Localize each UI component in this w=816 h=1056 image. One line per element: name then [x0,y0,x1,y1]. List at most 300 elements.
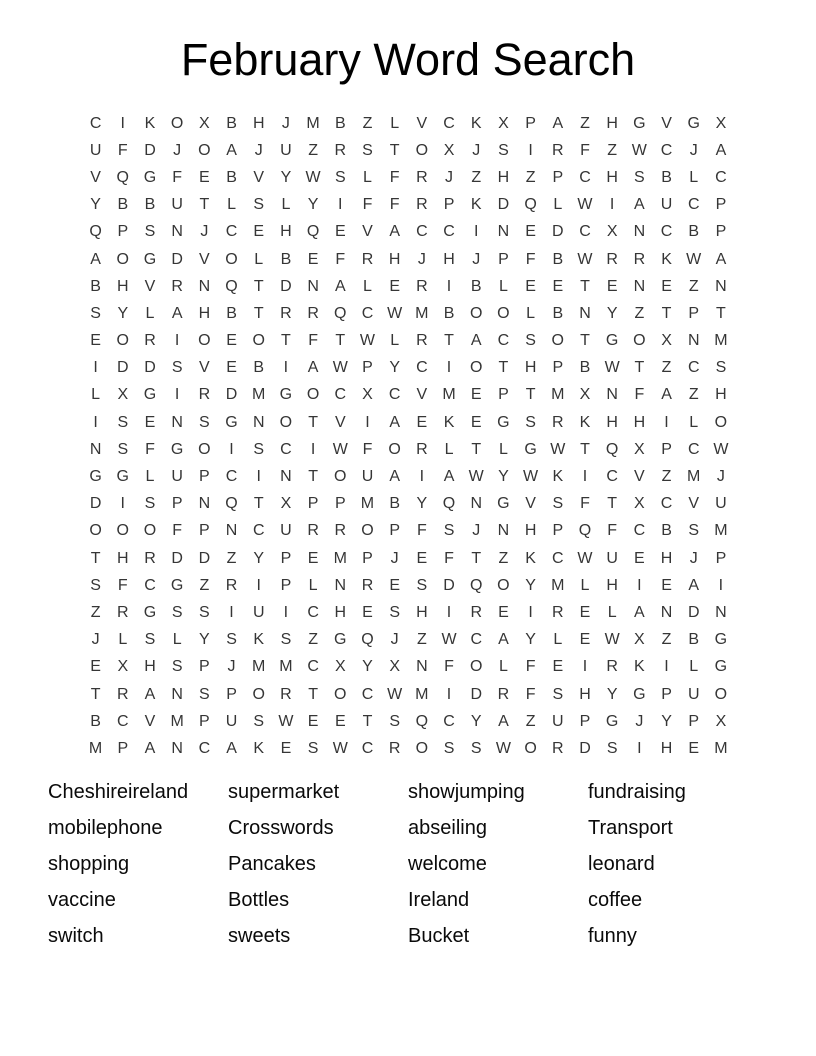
grid-letter: H [524,359,537,377]
grid-letter: Y [525,631,536,649]
grid-letter: N [198,277,211,295]
grid-letter: L [227,196,236,214]
grid-letter: S [117,413,129,431]
grid-letter: E [307,250,319,268]
grid-letter: H [252,114,265,132]
grid-letter: J [200,223,209,241]
grid-letter: M [415,685,429,703]
grid-letter: S [470,739,482,757]
grid-letter: C [388,386,401,404]
grid-letter: Y [389,359,400,377]
grid-letter: O [334,468,347,486]
grid-letter: F [416,522,427,540]
grid-letter: J [716,468,725,486]
grid-letter: O [116,250,129,268]
grid-letter: T [308,413,318,431]
grid-letter: C [552,549,564,567]
grid-letter: F [444,549,454,567]
grid-letter: B [226,304,237,322]
grid-letter: D [144,141,156,159]
grid-letter: R [144,549,156,567]
grid-letter: A [389,223,400,241]
grid-letter: R [307,304,319,322]
grid-letter: O [306,386,320,404]
grid-letter: T [580,440,590,458]
grid-letter: E [389,277,400,295]
grid-letter: G [497,413,510,431]
grid-letter: H [660,739,673,757]
grid-letter: Y [416,495,428,513]
grid-letter: S [199,603,210,621]
grid-letter: S [552,495,564,513]
grid-letter: C [715,168,727,186]
grid-letter: P [389,522,400,540]
grid-letter: I [664,658,669,676]
grid-letter: S [226,631,237,649]
grid-letter: A [715,141,727,159]
grid-letter: W [577,549,593,567]
grid-letter: G [687,114,700,132]
grid-letter: Y [362,658,373,676]
grid-letter: B [579,359,591,377]
grid-letter: E [389,576,400,594]
grid-letter: V [144,712,156,730]
grid-letter: R [416,168,428,186]
grid-letter: E [498,603,509,621]
grid-letter: U [171,196,183,214]
grid-letter: E [253,223,265,241]
grid-letter: I [609,196,615,214]
grid-letter: E [90,332,101,350]
grid-letter: V [144,277,156,295]
grid-letter: F [362,440,373,458]
grid-letter: U [606,549,618,567]
word-list-item: Pancakes [228,853,316,875]
grid-letter: R [416,332,428,350]
grid-letter: T [253,277,264,295]
grid-letter: R [117,603,129,621]
grid-letter: P [715,223,727,241]
grid-letter: F [335,250,346,268]
grid-letter: F [525,658,536,676]
grid-letter: K [253,739,265,757]
grid-letter: K [552,468,564,486]
grid-letter: R [307,522,319,540]
grid-letter: L [91,386,101,404]
grid-letter: E [552,658,564,676]
grid-letter: C [660,223,673,241]
grid-letter: X [389,658,400,676]
grid-letter: F [389,196,400,214]
grid-letter: M [333,549,347,567]
grid-letter: T [90,549,101,567]
grid-letter: I [637,576,642,594]
grid-letter: E [334,223,346,241]
grid-letter: A [171,304,183,322]
grid-letter: R [606,658,618,676]
grid-letter: I [473,223,479,241]
grid-letter: R [416,196,428,214]
grid-letter: I [582,468,588,486]
grid-letter: T [471,549,482,567]
grid-letter: C [606,468,618,486]
grid-letter: H [660,549,673,567]
grid-letter: O [415,141,429,159]
grid-letter: Y [470,712,482,730]
grid-letter: J [390,549,399,567]
grid-letter: I [120,495,125,513]
grid-letter: W [577,250,593,268]
word-list-item: welcome [408,853,487,875]
grid-letter: J [472,141,481,159]
grid-letter: C [252,522,265,540]
grid-letter: B [226,114,237,132]
grid-letter: B [688,223,700,241]
grid-letter: D [198,549,211,567]
word-list-item: abseiling [408,817,487,839]
grid-letter: T [308,685,318,703]
grid-letter: O [89,522,102,540]
grid-letter: Y [199,631,210,649]
grid-letter: P [443,196,455,214]
grid-letter: X [606,223,618,241]
grid-letter: K [470,196,482,214]
grid-letter: K [661,250,672,268]
grid-letter: T [444,332,454,350]
grid-letter: R [198,386,211,404]
grid-letter: W [604,631,620,649]
grid-letter: T [661,304,672,322]
grid-letter: S [90,576,101,594]
grid-letter: Y [307,196,319,214]
grid-letter: I [446,359,452,377]
word-list-item: coffee [588,889,643,911]
grid-letter: K [634,658,645,676]
grid-letter: U [361,468,374,486]
grid-letter: M [279,658,293,676]
grid-letter: I [528,141,533,159]
grid-letter: O [388,440,401,458]
grid-letter: S [498,141,509,159]
grid-letter: E [280,739,292,757]
grid-letter: N [470,495,482,513]
grid-letter: N [687,332,700,350]
grid-letter: V [688,495,700,513]
grid-letter: U [89,141,102,159]
grid-letter: U [280,522,292,540]
grid-letter: E [579,603,591,621]
grid-letter: C [633,522,646,540]
grid-letter: C [307,603,319,621]
grid-letter: G [89,468,102,486]
grid-letter: Z [661,631,672,649]
grid-letter: I [338,196,343,214]
grid-letter: R [361,576,374,594]
grid-letter: S [443,522,455,540]
word-list-item: Bottles [228,889,290,911]
grid-letter: Y [498,468,509,486]
grid-letter: T [253,304,264,322]
grid-letter: I [365,413,370,431]
grid-letter: R [388,739,401,757]
grid-letter: V [416,386,428,404]
grid-letter: Q [116,168,129,186]
grid-letter: Q [89,223,102,241]
grid-letter: R [552,739,564,757]
grid-letter: S [117,440,129,458]
grid-letter: Z [580,114,590,132]
grid-letter: Z [362,114,373,132]
grid-letter: J [472,250,481,268]
grid-letter: E [144,413,156,431]
grid-letter: W [387,685,403,703]
grid-letter: I [93,413,98,431]
grid-letter: R [280,304,292,322]
grid-letter: L [553,631,563,649]
grid-letter: A [226,141,237,159]
grid-letter: A [144,739,156,757]
grid-letter: M [687,468,701,486]
grid-letter: P [498,386,509,404]
grid-letter: T [580,332,590,350]
grid-letter: Z [308,141,318,159]
word-list-item: Crosswords [228,817,334,839]
grid-letter: C [361,685,374,703]
grid-letter: A [334,277,346,295]
grid-letter: E [90,658,101,676]
grid-letter: W [468,468,484,486]
grid-letter: C [660,495,673,513]
grid-letter: H [144,658,156,676]
grid-letter: U [171,468,183,486]
grid-letter: O [252,685,265,703]
grid-letter: X [715,712,727,730]
grid-letter: T [471,440,482,458]
grid-letter: S [525,332,536,350]
grid-letter: C [687,359,700,377]
grid-letter: I [256,468,261,486]
grid-letter: Z [498,549,509,567]
grid-letter: J [689,549,698,567]
grid-letter: E [525,223,536,241]
grid-letter: S [171,359,183,377]
grid-letter: W [604,359,620,377]
grid-letter: C [225,223,238,241]
grid-letter: L [689,413,699,431]
grid-letter: D [579,739,591,757]
grid-letter: U [225,712,238,730]
grid-letter: R [361,250,374,268]
grid-letter: E [579,631,591,649]
grid-letter: I [446,277,452,295]
grid-letter: N [171,739,183,757]
grid-letter: T [716,304,726,322]
grid-letter: F [117,576,128,594]
grid-letter: F [444,658,454,676]
grid-letter: Z [416,631,427,649]
grid-letter: Y [280,168,292,186]
word-list-item: leonard [588,853,655,875]
grid-letter: U [552,712,564,730]
word-list-item: supermarket [228,781,340,803]
word-list-column [588,774,768,954]
grid-letter: P [552,522,564,540]
grid-letter: Z [308,631,318,649]
grid-letter: C [497,332,510,350]
grid-letter: H [388,250,401,268]
grid-letter: Q [578,522,592,540]
grid-letter: F [525,685,536,703]
grid-letter: R [470,603,482,621]
grid-letter: T [525,386,536,404]
grid-letter: C [117,712,129,730]
grid-letter: A [144,685,156,703]
grid-letter: N [606,386,618,404]
grid-letter: P [199,522,210,540]
grid-letter: N [171,685,183,703]
grid-letter: U [687,685,700,703]
grid-letter: S [144,223,156,241]
grid-letter: Q [605,440,619,458]
grid-letter: H [524,522,537,540]
grid-letter: Y [117,304,129,322]
grid-letter: P [280,549,292,567]
grid-letter: G [714,658,728,676]
grid-letter: H [334,603,347,621]
grid-letter: Y [606,304,618,322]
grid-letter: M [442,386,456,404]
grid-letter: O [198,332,211,350]
grid-letter: S [90,304,101,322]
grid-letter: G [143,250,157,268]
grid-letter: D [443,576,455,594]
word-list-item: mobilephone [48,817,163,839]
word-list-item: funny [588,925,637,947]
grid-letter: O [714,413,728,431]
grid-letter: B [253,359,265,377]
grid-letter: G [170,576,184,594]
grid-letter: B [90,712,101,730]
grid-letter: C [579,223,591,241]
grid-letter: H [606,413,618,431]
grid-letter: C [416,359,428,377]
grid-letter: S [334,168,346,186]
word-list-item: Cheshireireland [48,781,189,803]
grid-letter: B [443,304,455,322]
grid-letter: O [469,359,483,377]
grid-letter: Z [525,168,536,186]
grid-letter: G [714,631,728,649]
grid-letter: N [307,277,319,295]
grid-letter: S [362,141,373,159]
grid-letter: B [552,304,564,322]
grid-letter: E [307,712,319,730]
grid-letter: R [416,440,428,458]
grid-letter: I [174,332,180,350]
grid-letter: O [714,685,728,703]
grid-letter: W [387,304,403,322]
grid-letter: J [390,631,399,649]
grid-letter: L [607,603,617,621]
grid-letter: P [199,468,210,486]
grid-letter: G [116,468,129,486]
grid-letter: E [552,277,564,295]
grid-letter: K [253,631,265,649]
grid-letter: X [117,658,129,676]
grid-letter: L [145,304,155,322]
grid-letter: Q [225,277,238,295]
grid-letter: O [334,685,347,703]
grid-letter: E [661,576,672,594]
grid-letter: Y [661,712,672,730]
grid-letter: A [498,631,509,649]
grid-letter: G [170,440,184,458]
grid-letter: I [93,359,98,377]
grid-letter: I [229,440,234,458]
grid-letter: F [580,141,590,159]
grid-letter: N [497,522,510,540]
grid-letter: W [577,196,593,214]
grid-letter: W [332,359,348,377]
grid-letter: Z [634,304,645,322]
grid-letter: B [661,522,672,540]
grid-letter: P [688,304,700,322]
grid-letter: M [252,386,266,404]
grid-letter: L [145,468,155,486]
word-list-item: sweets [228,925,291,947]
grid-letter: O [116,522,129,540]
grid-letter: H [606,114,618,132]
grid-letter: O [497,304,510,322]
grid-letter: I [419,468,425,486]
grid-letter: Z [661,468,672,486]
grid-letter: W [332,739,348,757]
grid-letter: I [637,739,642,757]
grid-letter: E [307,549,319,567]
grid-letter: C [687,440,700,458]
grid-letter: D [225,386,238,404]
grid-letter: C [443,712,455,730]
grid-letter: F [580,495,590,513]
grid-letter: N [715,603,727,621]
grid-letter: I [174,386,180,404]
grid-letter: G [605,332,619,350]
grid-letter: H [443,250,455,268]
grid-letter: T [634,359,645,377]
word-list-column [48,774,228,954]
grid-letter: A [443,468,455,486]
grid-letter: T [498,359,509,377]
grid-letter: S [443,739,455,757]
grid-letter: B [144,196,156,214]
grid-letter: O [170,114,184,132]
grid-letter: O [225,250,238,268]
grid-letter: Q [361,631,374,649]
grid-letter: B [117,196,129,214]
grid-letter: J [227,658,236,676]
grid-letter: H [117,277,129,295]
grid-letter: W [441,631,457,649]
grid-letter: M [714,332,728,350]
grid-letter: S [552,685,564,703]
grid-letter: C [470,631,482,649]
grid-letter: A [634,196,645,214]
grid-letter: U [715,495,727,513]
grid-letter: F [172,522,183,540]
grid-letter: R [117,685,129,703]
grid-letter: C [280,440,292,458]
grid-letter: N [334,576,347,594]
